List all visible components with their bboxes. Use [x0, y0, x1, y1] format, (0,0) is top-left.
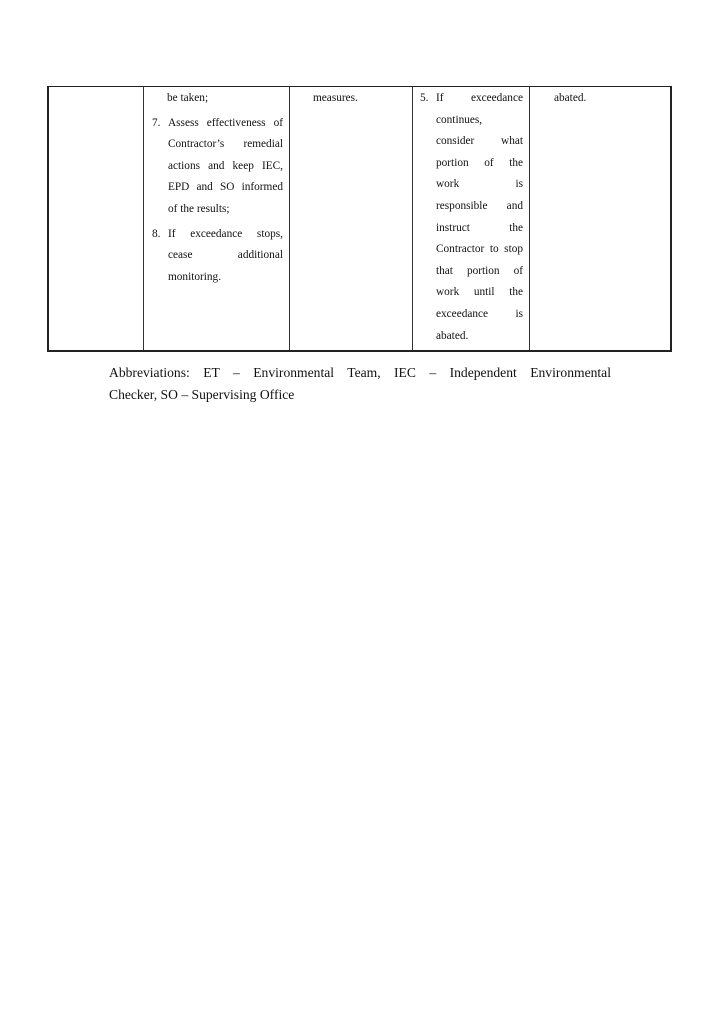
item-line: exceedance is: [436, 307, 523, 320]
item-line: portion of the: [436, 156, 523, 169]
abbreviations-line: Abbreviations: ET – Environmental Team, IEC – Independent Environmental: [109, 365, 611, 380]
item-line: of the results;: [168, 202, 230, 215]
item-line: actions and keep IEC,: [168, 159, 283, 172]
item-number: 8.: [152, 227, 161, 240]
item-number: 5.: [420, 92, 429, 104]
continuation-text: be taken;: [167, 92, 209, 104]
item-line: If exceedance stops,: [168, 227, 283, 240]
item-number: 7.: [152, 116, 161, 129]
item-line: instruct the: [436, 221, 523, 234]
list-item-7: [152, 113, 283, 221]
item-line: work is: [436, 178, 523, 191]
abbreviations-line: Checker, SO – Supervising Office: [109, 386, 295, 402]
item-line: work until the: [436, 286, 523, 299]
item-line: that portion of: [436, 264, 523, 277]
item-line: Assess effectiveness of: [168, 116, 283, 129]
item-line: abated.: [436, 329, 469, 342]
item-line: Contractor to stop: [436, 243, 523, 256]
table-cell-col5: [530, 87, 672, 350]
item-line: responsible and: [436, 199, 523, 212]
item-line: monitoring.: [168, 270, 222, 283]
item-line: Contractor’s remedial: [168, 138, 283, 151]
list-item-5: [420, 88, 523, 110]
abbreviations-note: [109, 362, 611, 405]
item-line: consider what: [436, 135, 523, 148]
item-line: EPD and SO informed: [168, 181, 283, 194]
cell-text: abated.: [554, 92, 587, 104]
item-line: continues,: [436, 113, 483, 126]
cell-text: measures.: [313, 92, 358, 104]
item-line: cease additional: [168, 249, 283, 262]
table-cell-col3: [290, 87, 413, 350]
table-cell-col2: [144, 87, 290, 350]
item-line: If exceedance: [436, 92, 523, 104]
table-cell-col4: [413, 87, 530, 350]
list-item-8: [152, 224, 283, 289]
table-cell-col1: [49, 87, 144, 350]
action-plan-table: [47, 86, 672, 352]
